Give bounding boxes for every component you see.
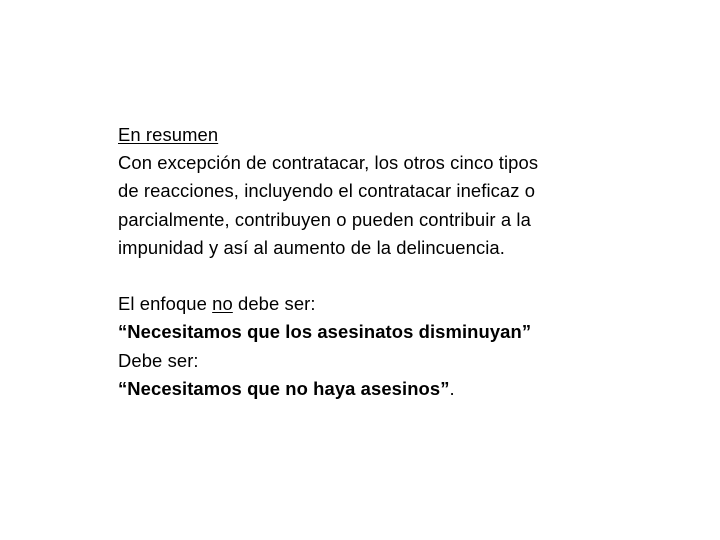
right-focus-period: .	[449, 377, 455, 399]
summary-line-3: parcialmente, contribuyen o pueden contribuir a la	[118, 208, 531, 230]
right-focus-line	[118, 375, 658, 403]
should-be-label: Debe ser:	[118, 349, 199, 371]
focus-intro-before: El enfoque	[118, 293, 213, 315]
focus-intro	[118, 290, 658, 318]
summary-heading: En resumen	[118, 124, 219, 145]
paragraph-spacer	[118, 262, 658, 290]
wrong-focus-quote: “Necesitamos que los asesinatos disminuyan”	[118, 321, 532, 343]
summary-line-4: impunidad y así al aumento de la delincuencia.	[118, 236, 505, 258]
focus-intro-emphasis: no	[212, 293, 233, 315]
focus-intro-after: debe ser:	[232, 293, 316, 315]
slide-text-body	[118, 121, 658, 403]
right-focus-quote: “Necesitamos que no haya asesinos”	[118, 377, 450, 399]
summary-line-2: de reacciones, incluyendo el contratacar ineficaz o	[118, 180, 536, 202]
summary-line-1: Con excepción de contratacar, los otros cinco tipos	[118, 152, 539, 174]
